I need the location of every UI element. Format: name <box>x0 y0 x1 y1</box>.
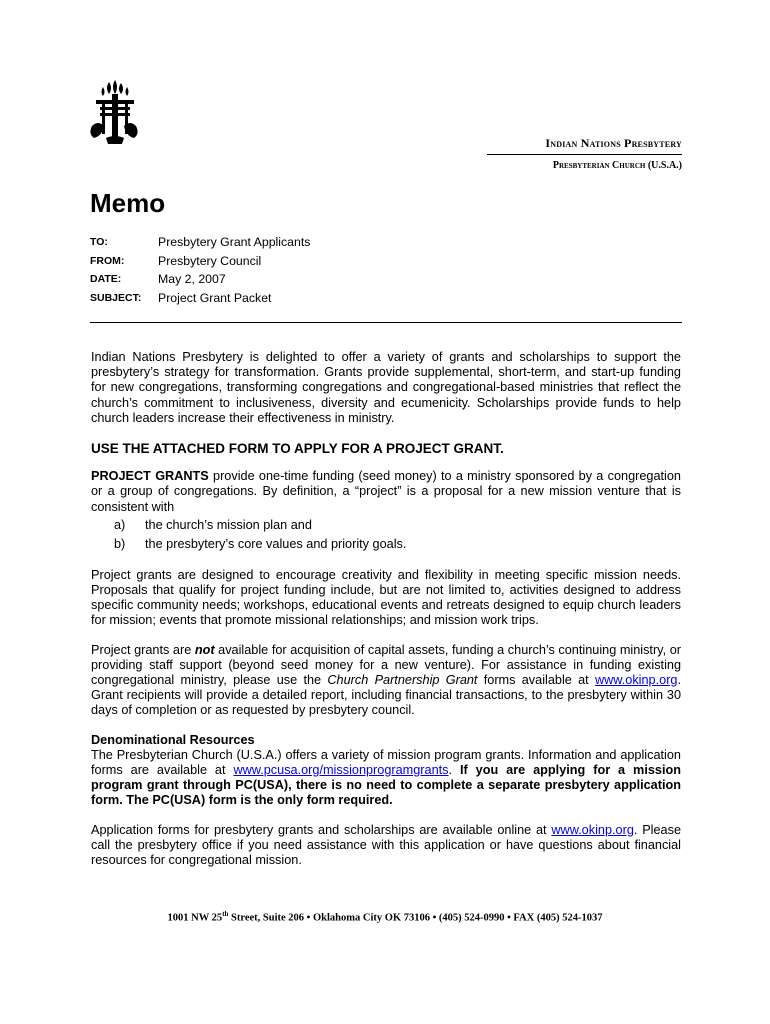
project-grants-text: provide one-time funding (seed money) to a ministry sponsored by a congregation or a group of congregations. By definition, a “project” is a proposal for a new mission venture that is consistent with <box>91 469 681 514</box>
address-part-2: Street, Suite 206 • Oklahoma City OK 73106 • (405) 524-0990 • FAX (405) 524-1037 <box>228 912 603 924</box>
list-marker: b) <box>114 536 126 551</box>
list-item <box>91 535 681 554</box>
pcusa-link[interactable]: www.pcusa.org/missionprogramgrants <box>233 763 449 778</box>
apps-text-1: Application forms for presbytery grants and scholarships are available online at <box>91 822 552 837</box>
list-text: the presbytery’s core values and priority goals. <box>145 536 407 551</box>
memo-to-row <box>90 233 310 252</box>
date-label: DATE: <box>90 273 122 286</box>
not-emphasis: not <box>194 642 215 657</box>
project-grants-paragraph <box>91 469 681 515</box>
header-divider <box>90 322 682 323</box>
memo-subject-row <box>90 289 310 308</box>
address-part-1: 1001 NW 25 <box>167 912 223 924</box>
to-label: TO: <box>90 236 108 249</box>
address-superscript: th <box>222 910 229 918</box>
not-text-3: forms available at <box>477 673 595 688</box>
apps-text-2: . Please call the presbytery office if you need assistance with this application or have questions about financial resources for congregational mission. <box>91 822 682 868</box>
denominational-paragraph <box>91 748 681 809</box>
list-item <box>91 516 681 535</box>
letterhead-divider <box>487 154 682 155</box>
subject-value: Project Grant Packet <box>158 291 272 306</box>
organization-subtitle: Presbyterian Church (U.S.A.) <box>552 160 682 171</box>
organization-name: Indian Nations Presbytery <box>545 136 682 150</box>
subject-label: SUBJECT: <box>90 292 142 305</box>
okinp-link-2[interactable]: www.okinp.org <box>551 822 634 837</box>
partnership-grant-title: Church Partnership Grant <box>327 673 478 688</box>
footer-address <box>0 910 770 924</box>
criteria-list <box>91 516 681 554</box>
not-text-4: . Grant recipients will provide a detailed report, including financial transactions, to the presbytery within 30 days of completion or as requested by presbytery council. <box>91 673 682 718</box>
denominational-heading <box>91 733 681 748</box>
memo-header <box>90 233 310 307</box>
denom-text-1: The Presbyterian Church (U.S.A.) offers a variety of mission program grants. Information and application forms are available at <box>91 747 681 778</box>
okinp-link[interactable]: www.okinp.org <box>594 673 678 688</box>
section-heading: USE THE ATTACHED FORM TO APPLY FOR A PROJECT GRANT. <box>91 441 504 457</box>
from-label: FROM: <box>90 254 125 267</box>
denom-text-2: . <box>448 763 460 778</box>
not-text-2: available for acquisition of capital assets, funding a church’s continuing ministry, or providing staff support (beyond seed money for a new venture). For assistance in funding existing congregational ministry, please use the <box>91 642 681 688</box>
project-grants-lead: PROJECT GRANTS <box>91 469 209 484</box>
memo-body <box>91 350 681 868</box>
application-forms-paragraph <box>91 823 681 869</box>
date-value: May 2, 2007 <box>158 272 226 287</box>
intro-paragraph: Indian Nations Presbytery is delighted to offer a variety of grants and scholarships to support the presbytery’s strategy for transformation. Grants provide supplemental, short-term, and start-up funding for new congregations, transforming congregations and congregational-based ministries that reflect the church’s commitment to inclusiveness, diversity and ecumenicity. Scholarships provide funds to help church leaders increase their effectiveness in ministry. <box>91 350 681 425</box>
list-text: the church’s mission plan and <box>145 517 312 532</box>
designed-paragraph: Project grants are designed to encourage creativity and flexibility in meeting specific mission needs. Proposals that qualify for project funding include, but are not limited to, activities designed to address specific community needs; workshops, educational events and retreats designed to equip church leaders for mission; events that promote missional relationships; and mission work trips. <box>91 567 681 628</box>
denom-bold-text: If you are applying for a mission program grant through PC(USA), there is no need to complete a separate presbytery application form. The PC(USA) form is the only form required. <box>91 763 681 808</box>
memo-date-row <box>90 270 310 289</box>
presbyterian-seal-logo <box>88 80 140 146</box>
denominational-heading-text: Denominational Resources <box>91 732 255 747</box>
to-value: Presbytery Grant Applicants <box>158 235 311 250</box>
not-text-1: Project grants are <box>91 642 195 657</box>
not-available-paragraph <box>91 643 681 719</box>
list-marker: a) <box>114 517 126 532</box>
memo-title: Memo <box>90 188 166 218</box>
from-value: Presbytery Council <box>158 253 262 268</box>
memo-from-row <box>90 252 310 271</box>
